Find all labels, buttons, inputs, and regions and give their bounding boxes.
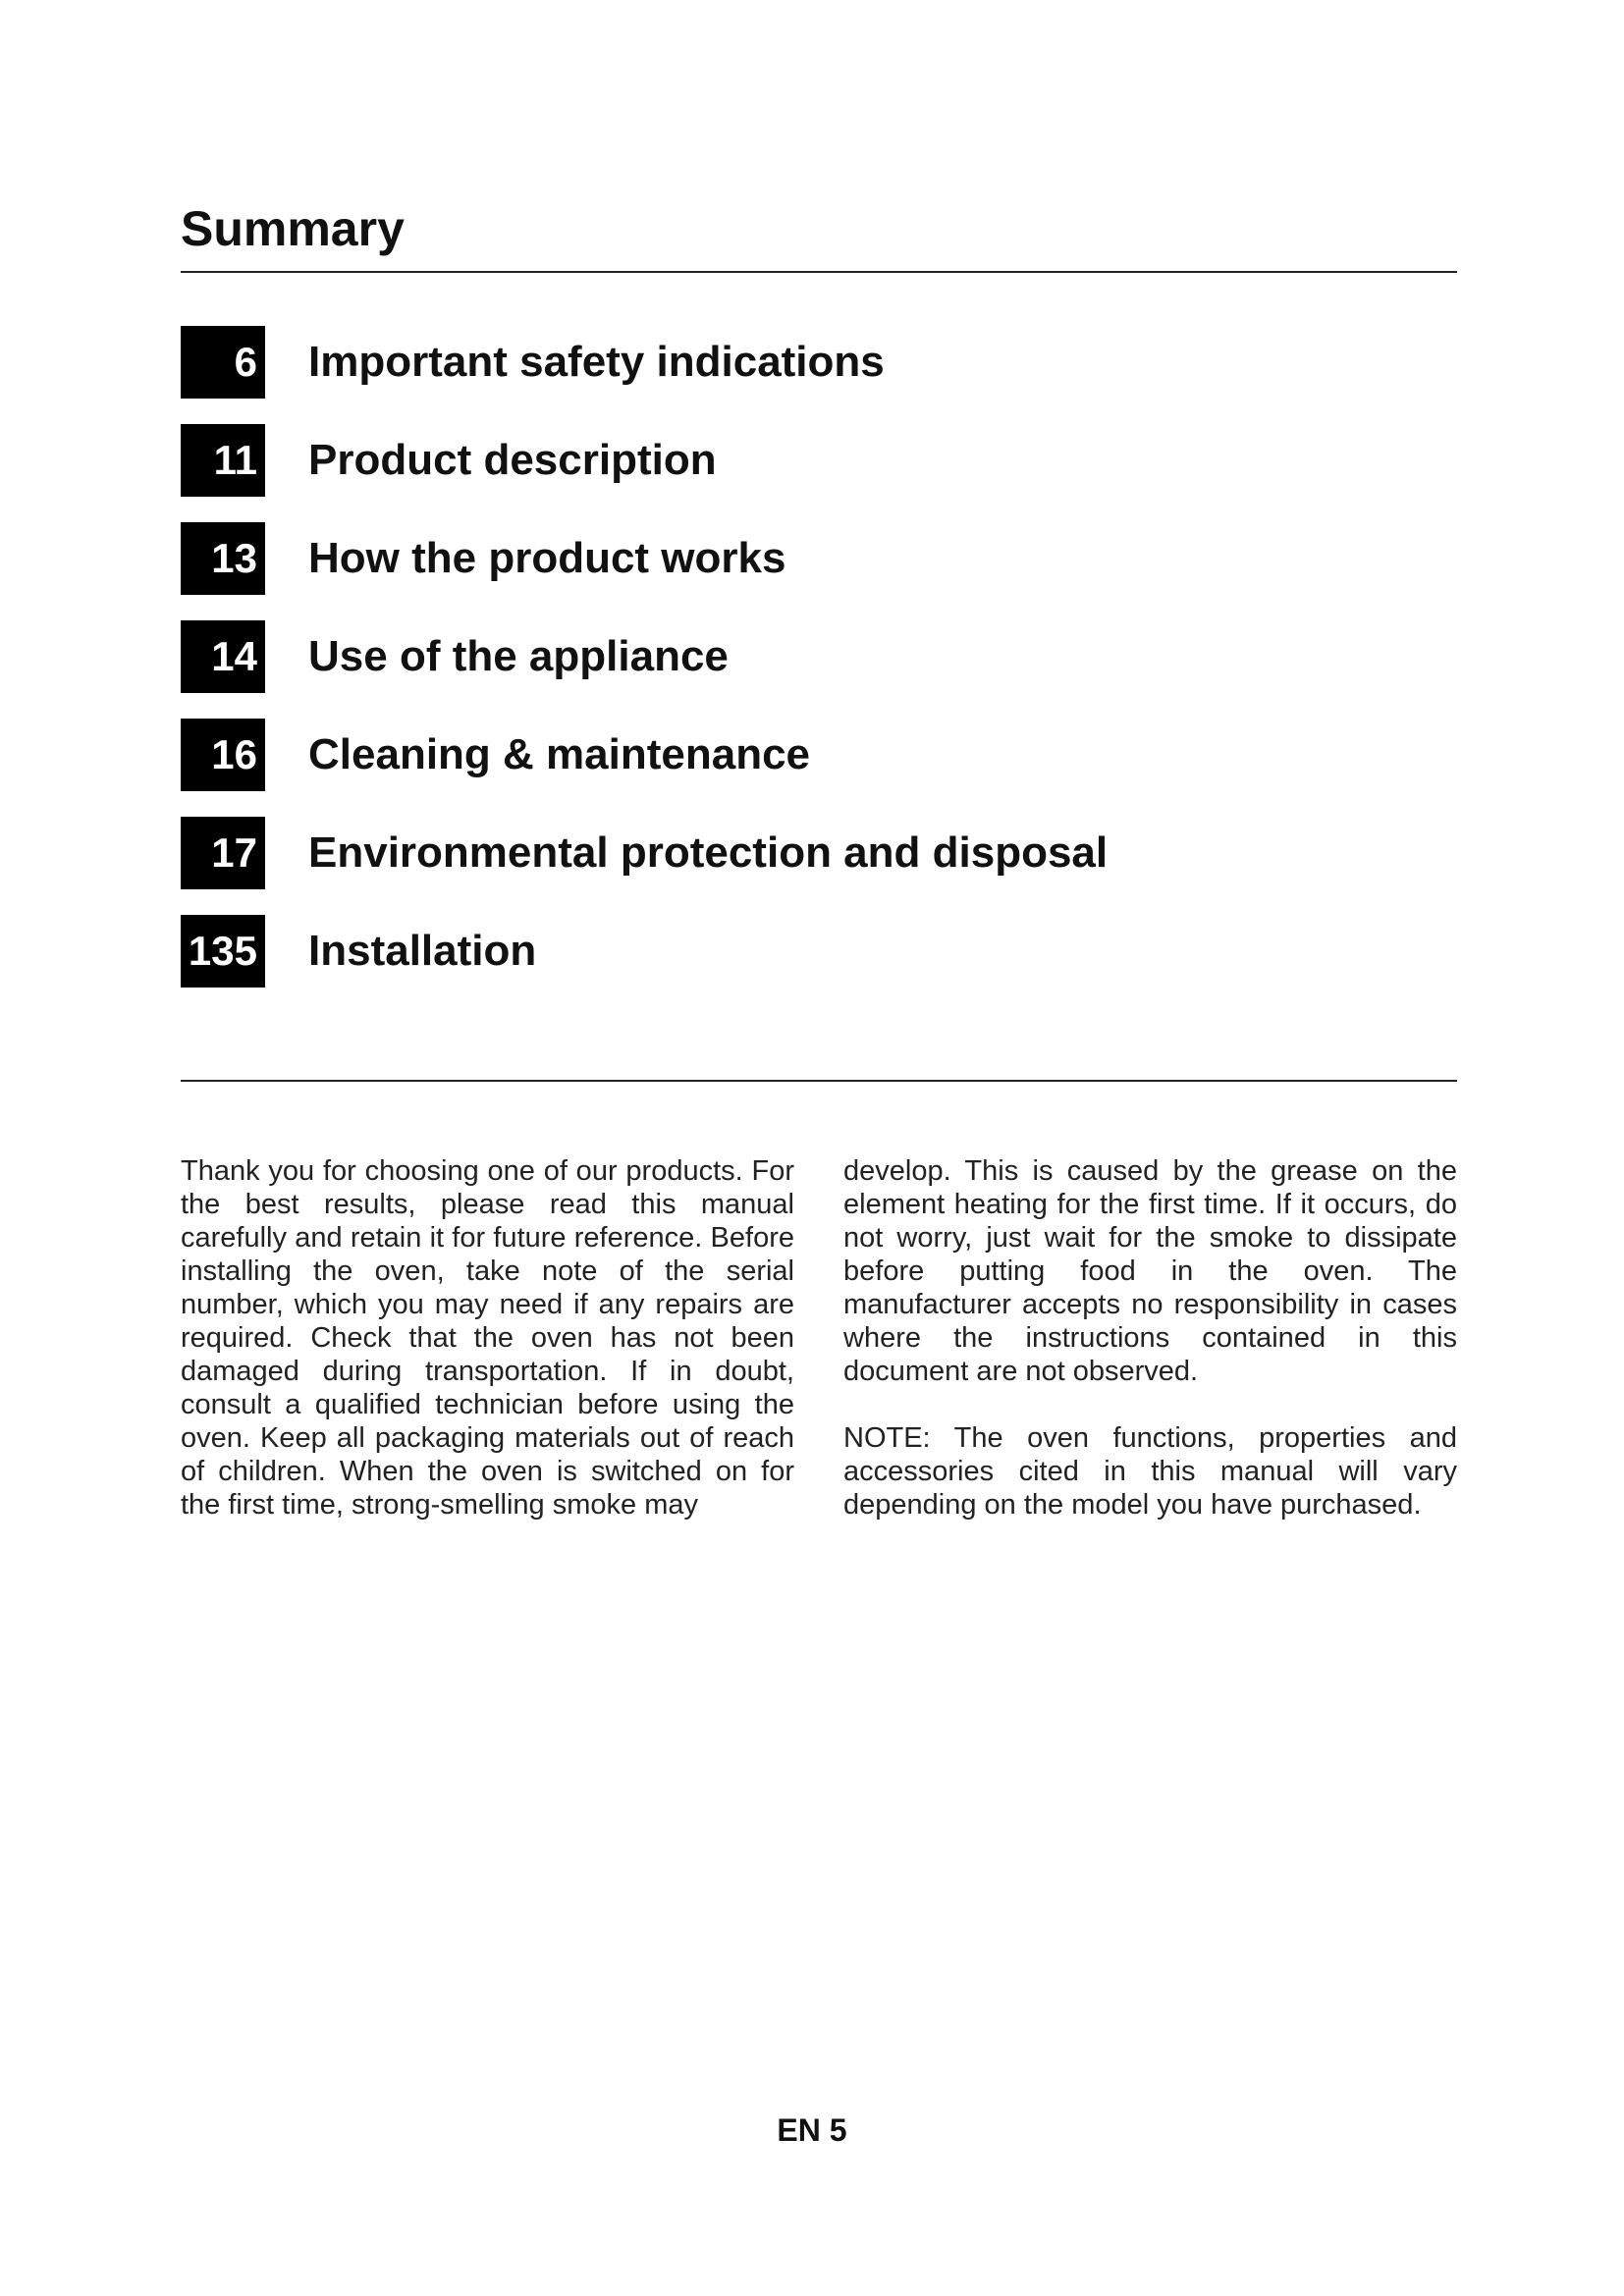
table-of-contents <box>181 326 1457 1013</box>
page-number: EN 5 <box>777 2112 847 2148</box>
toc-item-installation[interactable] <box>181 915 1457 988</box>
toc-page-number: 6 <box>181 326 265 399</box>
intro-paragraph-continued: develop. This is caused by the grease on the element heating for the first time. If it occurs, do not worry, just wait for the smoke to dissipate before putting food in the oven. The manufacturer accepts no responsibility in cases where the instructions contained in this document are not observed. <box>843 1155 1457 1387</box>
toc-label: Cleaning & maintenance <box>308 730 811 778</box>
intro-column-left <box>181 1154 794 1522</box>
toc-item-product-description[interactable] <box>181 424 1457 497</box>
toc-item-environmental[interactable] <box>181 817 1457 889</box>
toc-item-how-it-works[interactable] <box>181 522 1457 595</box>
toc-page-number: 135 <box>181 915 265 988</box>
intro-text <box>181 1154 1457 1522</box>
toc-item-cleaning[interactable] <box>181 719 1457 791</box>
intro-paragraph: Thank you for choosing one of our products. For the best results, please read this manual carefully and retain it for future reference. Before installing the oven, take note of the serial number, which you may need if any repairs are required. Check that the oven has not been damaged during transportation. If in doubt, consult a qualified technician before using the oven. Keep all packaging materials out of reach of children. When the oven is switched on for the first time, strong-smelling smoke may <box>181 1155 794 1521</box>
toc-label: How the product works <box>308 534 786 582</box>
note-paragraph: NOTE: The oven functions, properties and accessories cited in this manual will vary depending on the model you have purchased. <box>843 1422 1457 1521</box>
intro-column-right <box>843 1154 1457 1522</box>
toc-page-number: 13 <box>181 522 265 595</box>
toc-label: Use of the appliance <box>308 632 729 680</box>
toc-label: Environmental protection and disposal <box>308 828 1109 877</box>
toc-item-use[interactable] <box>181 620 1457 693</box>
toc-label: Product description <box>308 436 717 484</box>
toc-page-number: 17 <box>181 817 265 889</box>
toc-page-number: 16 <box>181 719 265 791</box>
toc-label: Installation <box>308 927 537 975</box>
toc-label: Important safety indications <box>308 338 885 386</box>
toc-page-number: 14 <box>181 620 265 693</box>
top-divider <box>181 271 1457 273</box>
toc-item-safety[interactable] <box>181 326 1457 399</box>
page-title: Summary <box>181 201 405 256</box>
toc-page-number: 11 <box>181 424 265 497</box>
bottom-divider <box>181 1080 1457 1082</box>
